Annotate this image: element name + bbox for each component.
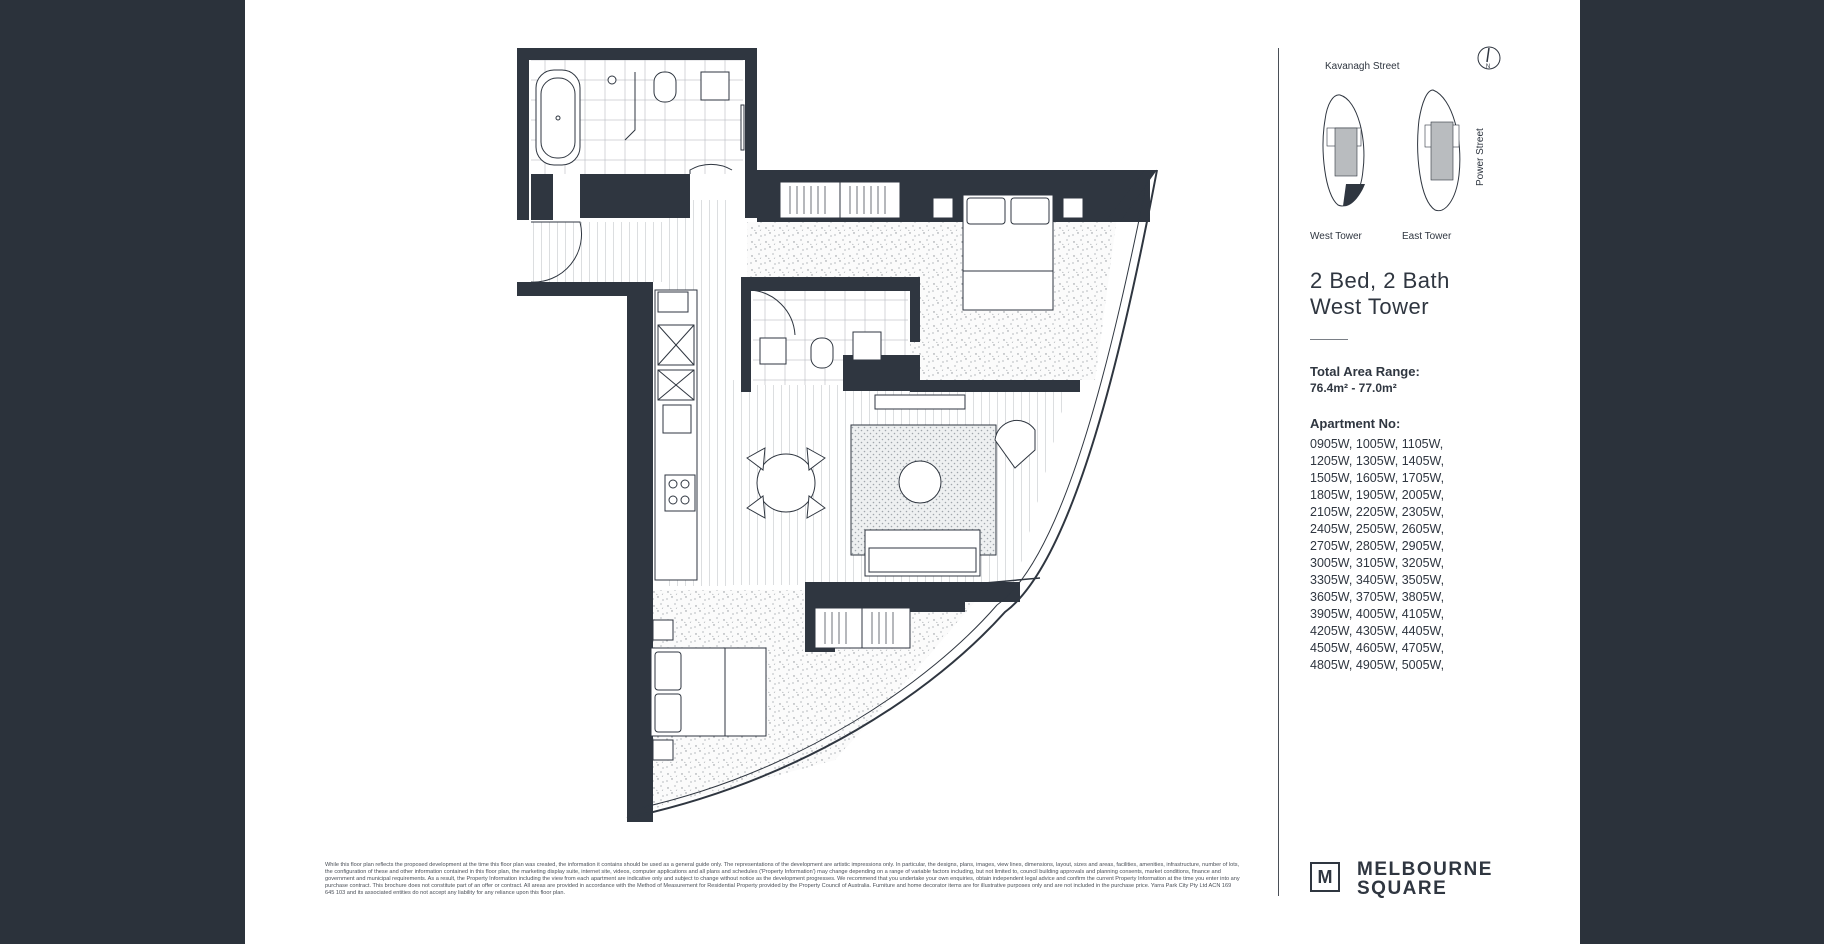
north-compass xyxy=(1478,47,1500,70)
vertical-divider xyxy=(1278,48,1279,896)
logo-line-2: SQUARE xyxy=(1357,878,1448,899)
west-tower-label: West Tower xyxy=(1310,231,1362,242)
apartment-title xyxy=(1310,268,1450,320)
west-tower-outline xyxy=(1323,95,1365,206)
street-name-power: Power Street xyxy=(1475,128,1486,186)
apartment-numbers-list: 0905W, 1005W, 1105W, 1205W, 1305W, 1405W, 1505W, 1605W, 1705W, 1805W, 1905W, 2005W, 2105W, 2205W, 2305W, 2405W, 2505W, 2605W, 2705W, 2805W, 2905W, 3005W, 3105W, 3205W, 3305W, 3405W, 3505W, 3605W, 3705W, 3805W, 3905W, 4005W, 4105W, 4205W, 4305W, 4405W, 4505W, 4605W, 4705W, 4805W, 4905W, 5005W, xyxy=(1310,437,1445,672)
logo-wordmark xyxy=(1357,860,1493,898)
east-tower-outline xyxy=(1418,90,1460,211)
east-tower-label: East Tower xyxy=(1402,231,1452,242)
compass-label: N xyxy=(1485,64,1491,70)
area-range-label: Total Area Range: xyxy=(1310,364,1420,379)
dining-table xyxy=(747,448,825,518)
apartment-type: 2 Bed, 2 Bath xyxy=(1310,268,1450,293)
apartment-tower: West Tower xyxy=(1310,294,1430,319)
logo-mark: M xyxy=(1310,862,1340,892)
street-name-kavanagh: Kavanagh Street xyxy=(1325,61,1400,72)
title-rule xyxy=(1310,339,1348,340)
area-range-value: 76.4m² - 77.0m² xyxy=(1310,381,1397,395)
logo-line-1: MELBOURNE xyxy=(1357,859,1493,880)
key-plan xyxy=(1323,90,1460,211)
disclaimer-text: While this floor plan reflects the proposed development at the time this floor plan was created, the information it contains should be used as a general guide only. The representations of the development are artistic impressions only. In particular, the designs, plans, images, view lines, dimensions, layout, sizes and areas, facilities, amenities, infrastructure, number of lots, the configuration of these and other information contained in this floor plan, the marketing display suite, internet site, videos, computer applications and all plans and schedules ('Property Information') may change depending on a range of variable factors including, but not limited to, council building approvals and planning consents, market conditions, finance and government and municipal requirements. As a result, the Property Information including the view from each apartment are indicative only and subject to change without notice as the development progresses. We recommend that you undertake your own enquiries, obtain independent legal advice and confirm the current Property Information at the time you enter into any purchase contract. This brochure does not constitute part of an offer or contract. All areas are provided in accordance with the Method of Measurement for Residential Property provided by the Property Council of Australia. Furniture and home decorator items are for illustrative purposes only and are not included in the purchase price. Yarra Park City Pty Ltd ACN 169 645 103 and its associated entities do not accept any liability for any reliance upon this floor plan. xyxy=(325,862,1240,896)
apartment-numbers-label: Apartment No: xyxy=(1310,416,1401,431)
floor-plan-sheet xyxy=(245,0,1580,944)
kitchen xyxy=(655,290,697,580)
